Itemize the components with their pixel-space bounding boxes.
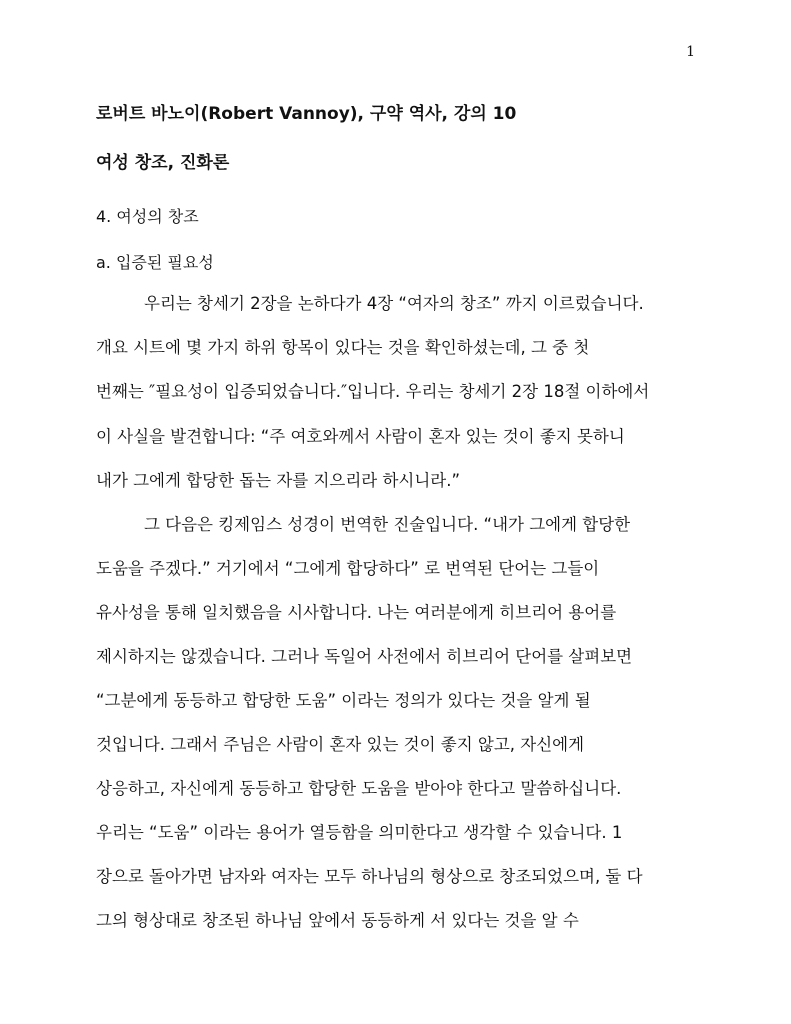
paragraph-line: 이 사실을 발견합니다: “주 여호와께서 사람이 혼자 있는 것이 좋지 못하니	[96, 427, 625, 446]
paragraph-line: 상응하고, 자신에게 동등하고 합당한 도움을 받아야 한다고 말씀하십니다.	[96, 779, 622, 798]
paragraph-line: 내가 그에게 합당한 돕는 자를 지으리라 하시니라.”	[96, 471, 461, 490]
paragraph-line: 도움을 주겠다.” 거기에서 “그에게 합당하다” 로 번역된 단어는 그들이	[96, 559, 600, 578]
paragraph-line: 것입니다. 그래서 주님은 사람이 혼자 있는 것이 좋지 않고, 자신에게	[96, 735, 585, 754]
paragraph-line: 유사성을 통해 일치했음을 시사합니다. 나는 여러분에게 히브리어 용어를	[96, 603, 617, 622]
paragraph-line: 그 다음은 킹제임스 성경이 번역한 진술입니다. “내가 그에게 합당한	[144, 515, 631, 534]
paragraph-line: 우리는 “도움” 이라는 용어가 열등함을 의미한다고 생각할 수 있습니다. 1	[96, 823, 623, 842]
paragraph-line: 번째는 ″필요성이 입증되었습니다.″입니다. 우리는 창세기 2장 18절 이하에서	[96, 382, 650, 401]
document-title: 로버트 바노이(Robert Vannoy), 구약 역사, 강의 10	[96, 104, 517, 124]
paragraph-line: 그의 형상대로 창조된 하나님 앞에서 동등하게 서 있다는 것을 알 수	[96, 911, 579, 930]
section-heading: 4. 여성의 창조	[96, 207, 199, 226]
paragraph-line: 제시하지는 않겠습니다. 그러나 독일어 사전에서 히브리어 단어를 살펴보면	[96, 647, 633, 666]
document-subtitle: 여성 창조, 진화론	[96, 153, 230, 173]
page-number: 1	[686, 44, 695, 60]
paragraph-line: 장으로 돌아가면 남자와 여자는 모두 하나님의 형상으로 창조되었으며, 둘 다	[96, 867, 643, 886]
paragraph-line: 우리는 창세기 2장을 논하다가 4장 “여자의 창조” 까지 이르렀습니다.	[144, 294, 644, 313]
paragraph-line: “그분에게 동등하고 합당한 도움” 이라는 정의가 있다는 것을 알게 될	[96, 691, 591, 710]
paragraph-line: 개요 시트에 몇 가지 하위 항목이 있다는 것을 확인하셨는데, 그 중 첫	[96, 338, 590, 357]
subsection-heading: a. 입증된 필요성	[96, 253, 214, 272]
